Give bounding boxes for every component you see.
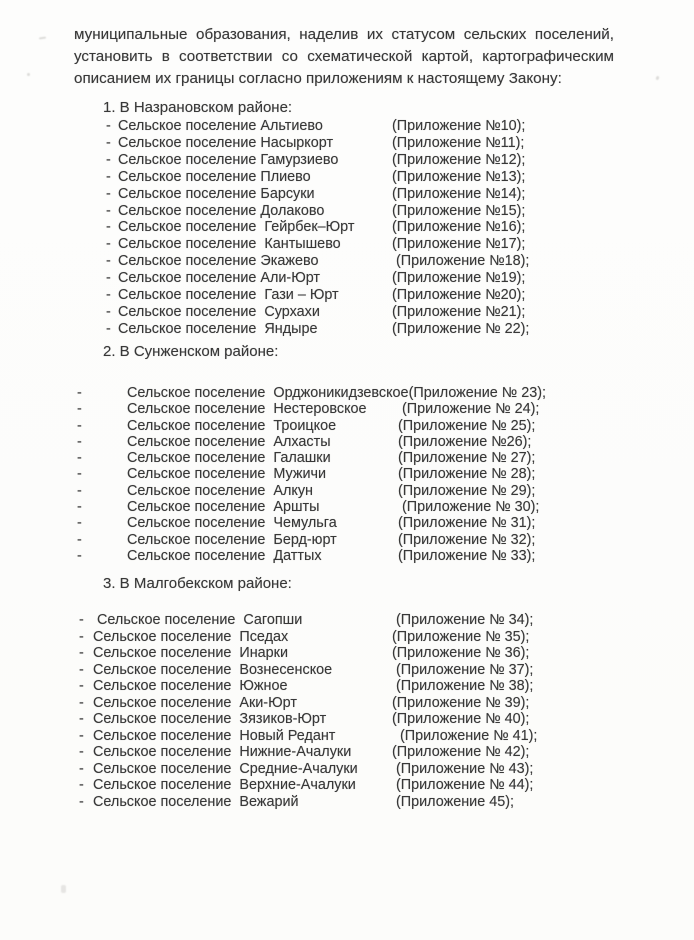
settlement-row <box>0 662 694 679</box>
bullet-dash: - <box>77 433 82 450</box>
bullet-dash: - <box>79 628 84 645</box>
appendix-reference: (Приложение № 23); <box>408 385 547 401</box>
settlement-name: Сельское поселение Вознесенское <box>93 661 333 678</box>
settlement-row <box>0 515 694 531</box>
appendix-reference: (Приложение № 37); <box>392 661 534 678</box>
bullet-dash: - <box>77 499 82 516</box>
scan-artifact <box>655 76 659 81</box>
settlement-name: Сельское поселение Насыркорт <box>118 134 334 151</box>
settlement-row <box>0 450 694 466</box>
appendix-reference: (Приложение № 27); <box>398 450 536 467</box>
bullet-dash: - <box>77 515 82 532</box>
bullet-dash: - <box>79 777 84 793</box>
settlement-row <box>0 532 694 548</box>
bullet-dash: - <box>79 661 84 678</box>
settlement-row <box>0 219 694 236</box>
settlement-name: Сельское поселение Гамурзиево <box>118 151 339 168</box>
appendix-reference: (Приложение № 24); <box>398 401 540 418</box>
section-nazranovsky-district <box>0 100 694 338</box>
settlement-name: Сельское поселение Кантышево <box>118 236 341 253</box>
bullet-dash: - <box>77 482 82 499</box>
section-malgobeksky-district <box>0 576 694 810</box>
appendix-reference: (Приложение № 40); <box>392 711 530 727</box>
bullet-dash: - <box>106 202 111 219</box>
settlement-name: Сельское поселение Вежарий <box>93 793 299 810</box>
settlement-name: Сельское поселение Галашки <box>127 450 331 467</box>
intro-line: описанием их границы согласно приложениям к настоящему Закону: <box>74 70 562 87</box>
settlement-name: Сельское поселение Троицкое <box>127 417 337 434</box>
bullet-dash: - <box>77 450 82 467</box>
settlement-name: Сельское поселение Пседах <box>93 628 289 645</box>
bullet-dash: - <box>77 466 82 483</box>
settlement-name: Сельское поселение Берд-юрт <box>127 531 337 548</box>
settlement-name: Сельское поселение Алкун <box>127 482 313 499</box>
settlement-name: Сельское поселение Яндыре <box>118 320 318 337</box>
appendix-reference: (Приложение №10); <box>392 118 526 134</box>
settlement-row <box>0 236 694 253</box>
settlement-row <box>0 794 694 811</box>
settlement-name: Сельское поселение Даттых <box>127 547 322 564</box>
appendix-reference: (Приложение №13); <box>392 168 526 185</box>
settlement-row <box>0 169 694 186</box>
settlement-name: Сельское поселение Экажево <box>118 253 319 270</box>
settlement-row <box>0 483 694 499</box>
intro-paragraph <box>74 24 614 90</box>
appendix-reference: (Приложение № 28); <box>398 466 536 483</box>
bullet-dash: - <box>79 793 84 810</box>
appendix-reference: (Приложение № 33); <box>398 547 536 564</box>
settlement-row <box>0 629 694 646</box>
bullet-dash: - <box>77 401 82 418</box>
bullet-dash: - <box>79 678 84 694</box>
section-sunzhensky-district <box>0 344 694 564</box>
settlement-name: Сельское поселение Инарки <box>93 645 289 661</box>
appendix-reference: (Приложение №18); <box>392 253 530 270</box>
settlement-name: Сельское поселение Али-Юрт <box>118 270 321 287</box>
bullet-dash: - <box>79 711 84 727</box>
bullet-dash: - <box>106 134 111 151</box>
bullet-dash: - <box>106 303 111 320</box>
bullet-dash: - <box>106 287 111 304</box>
settlement-row <box>0 777 694 794</box>
bullet-dash: - <box>106 168 111 185</box>
appendix-reference: (Приложение №21); <box>392 303 526 320</box>
settlement-name: Сельское поселение Чемульга <box>127 515 337 532</box>
settlement-name: Сельское поселение Зязиков-Юрт <box>93 711 327 727</box>
appendix-reference: (Приложение № 34); <box>392 612 534 628</box>
bullet-dash: - <box>79 744 84 760</box>
scan-artifact <box>27 73 30 76</box>
settlement-name: Сельское поселение Гейрбек–Юрт <box>118 219 355 236</box>
appendix-reference: (Приложение № 35); <box>392 628 530 645</box>
settlement-row <box>0 744 694 761</box>
section-heading: 3. В Малгобекском районе: <box>103 575 292 592</box>
bullet-dash: - <box>106 219 111 236</box>
scan-artifact <box>39 37 46 40</box>
bullet-dash: - <box>77 417 82 434</box>
settlement-name: Сельское поселение Сагопши <box>93 612 303 628</box>
settlement-row <box>0 304 694 321</box>
scan-artifact <box>61 885 66 893</box>
settlement-row <box>0 728 694 745</box>
settlement-row <box>0 152 694 169</box>
settlement-row <box>0 645 694 662</box>
bullet-dash: - <box>79 727 84 744</box>
settlement-name: Сельское поселение Плиево <box>118 168 311 185</box>
intro-line: установить в соответствии со схематической картой, картографическим <box>74 48 614 65</box>
settlement-name: Сельское поселение Алхасты <box>127 433 331 450</box>
settlement-row <box>0 761 694 778</box>
settlement-list <box>0 118 694 338</box>
appendix-reference: (Приложение № 42); <box>392 744 530 760</box>
settlement-row <box>0 203 694 220</box>
intro-line: муниципальные образования, наделив их статусом сельских поселений, <box>74 26 614 43</box>
bullet-dash: - <box>77 385 82 401</box>
appendix-reference: (Приложение №26); <box>398 433 532 450</box>
settlement-name: Сельское поселение Альтиево <box>118 118 323 134</box>
bullet-dash: - <box>79 645 84 661</box>
appendix-reference: (Приложение №17); <box>392 236 526 253</box>
settlement-row <box>0 466 694 482</box>
settlement-row <box>0 401 694 417</box>
settlement-row <box>0 186 694 203</box>
settlement-row <box>0 287 694 304</box>
appendix-reference: (Приложение № 30); <box>398 499 540 516</box>
settlement-name: Сельское поселение Сурхахи <box>118 303 320 320</box>
appendix-reference: (Приложение №15); <box>392 202 526 219</box>
settlement-list <box>0 612 694 810</box>
settlement-name: Сельское поселение Долаково <box>118 202 325 219</box>
appendix-reference: (Приложение № 22); <box>392 320 530 337</box>
bullet-dash: - <box>106 236 111 253</box>
settlement-name: Сельское поселение Аршты <box>127 499 320 516</box>
settlement-row <box>0 695 694 712</box>
appendix-reference: (Приложение 45); <box>392 793 514 810</box>
appendix-reference: (Приложение №20); <box>392 287 526 304</box>
settlement-name: Сельское поселение Южное <box>93 678 288 694</box>
appendix-reference: (Приложение № 31); <box>398 515 536 532</box>
settlement-name: Сельское поселение Средние-Ачалуки <box>93 760 358 777</box>
settlement-row <box>0 434 694 450</box>
settlement-row <box>0 385 694 401</box>
bullet-dash: - <box>77 531 82 548</box>
bullet-dash: - <box>106 118 111 134</box>
appendix-reference: (Приложение №14); <box>392 185 526 202</box>
settlement-name: Сельское поселение Новый Редант <box>93 727 336 744</box>
appendix-reference: (Приложение № 41); <box>392 727 538 744</box>
settlement-name: Сельское поселение Гази – Юрт <box>118 287 339 304</box>
settlement-row <box>0 548 694 564</box>
settlement-row <box>0 253 694 270</box>
settlement-name: Сельское поселение Нестеровское <box>127 401 367 418</box>
settlement-list <box>0 385 694 564</box>
appendix-reference: (Приложение №19); <box>392 270 526 287</box>
appendix-reference: (Приложение № 43); <box>392 760 534 777</box>
bullet-dash: - <box>79 760 84 777</box>
appendix-reference: (Приложение № 25); <box>398 417 536 434</box>
appendix-reference: (Приложение № 38); <box>392 678 534 694</box>
bullet-dash: - <box>77 547 82 564</box>
bullet-dash: - <box>106 270 111 287</box>
settlement-row <box>0 418 694 434</box>
bullet-dash: - <box>106 151 111 168</box>
appendix-reference: (Приложение № 44); <box>392 777 534 793</box>
section-heading: 1. В Назрановском районе: <box>103 99 293 116</box>
bullet-dash: - <box>79 694 84 711</box>
appendix-reference: (Приложение №11); <box>392 134 525 151</box>
settlement-row <box>0 711 694 728</box>
settlement-row <box>0 612 694 629</box>
settlement-name: Сельское поселение Нижние-Ачалуки <box>93 744 352 760</box>
settlement-row <box>0 135 694 152</box>
bullet-dash: - <box>106 253 111 270</box>
settlement-name: Сельское поселение Орджоникидзевское <box>127 385 409 401</box>
settlement-row <box>0 499 694 515</box>
appendix-reference: (Приложение № 36); <box>392 645 530 661</box>
appendix-reference: (Приложение №16); <box>392 219 526 236</box>
appendix-reference: (Приложение № 29); <box>398 482 536 499</box>
settlement-row <box>0 321 694 338</box>
settlement-name: Сельское поселение Аки-Юрт <box>93 694 297 711</box>
bullet-dash: - <box>106 320 111 337</box>
appendix-reference: (Приложение №12); <box>392 151 526 168</box>
settlement-name: Сельское поселение Мужичи <box>127 466 327 483</box>
settlement-name: Сельское поселение Верхние-Ачалуки <box>93 777 356 793</box>
appendix-reference: (Приложение № 39); <box>392 694 530 711</box>
appendix-reference: (Приложение № 32); <box>398 531 536 548</box>
settlement-name: Сельское поселение Барсуки <box>118 185 315 202</box>
bullet-dash: - <box>106 185 111 202</box>
settlement-row <box>0 118 694 135</box>
settlement-row <box>0 678 694 695</box>
settlement-row <box>0 270 694 287</box>
bullet-dash: - <box>79 612 84 628</box>
section-heading: 2. В Сунженском районе: <box>103 343 279 360</box>
